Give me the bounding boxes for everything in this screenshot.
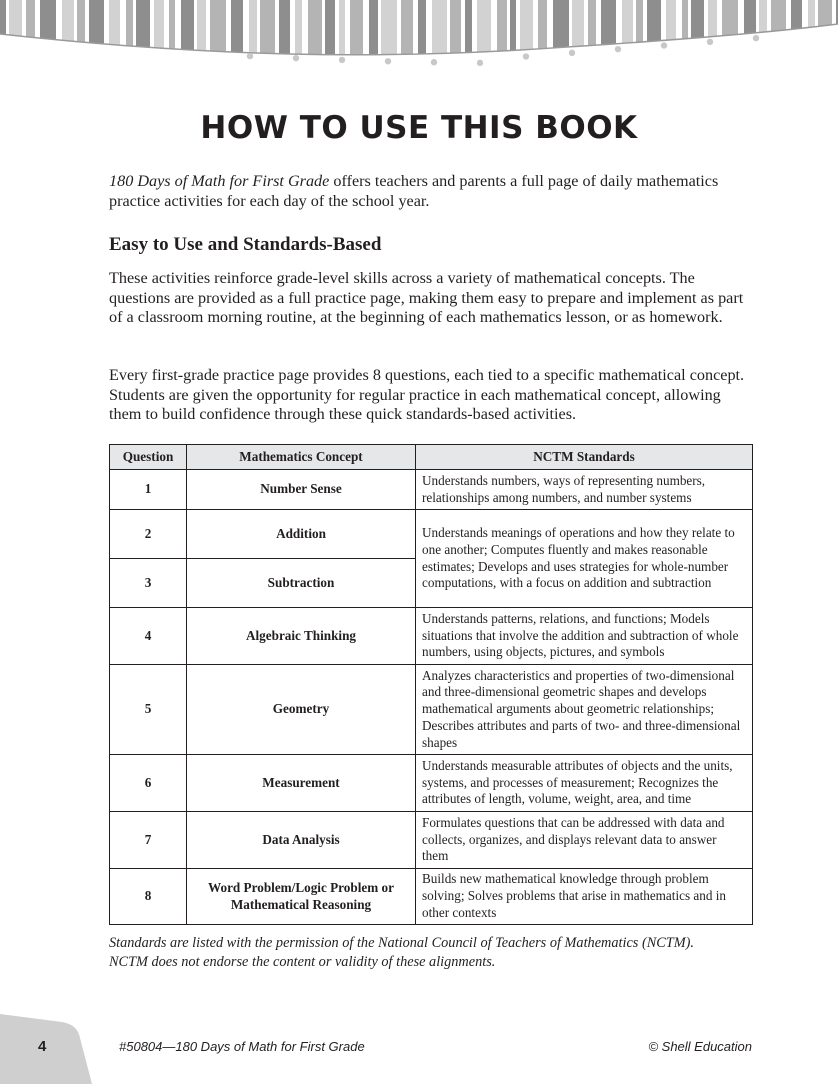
book-title: 180 Days of Math for First Grade: [109, 172, 330, 190]
paragraph-activities: These activities reinforce grade-level skills across a variety of mathematical concepts. The questions are provided as a full practice page, making them easy to prepare and implement as part of a classroom morning routine, at the beginning of each mathematics lesson, or as homework.: [109, 269, 744, 326]
table-row: [110, 755, 753, 812]
intro-paragraph: [109, 172, 749, 211]
table-row: [110, 608, 753, 665]
question-number: 3: [110, 559, 187, 608]
table-row: [110, 812, 753, 869]
decorative-banner: [0, 0, 838, 70]
header-standards: NCTM Standards: [416, 445, 753, 470]
publisher-credit: © Shell Education: [648, 1039, 752, 1054]
question-number: 1: [110, 470, 187, 510]
question-number: 8: [110, 869, 187, 925]
banner-dot: [569, 50, 575, 56]
banner-dot: [661, 42, 667, 48]
table-row: [110, 470, 753, 510]
table-row: [110, 869, 753, 925]
paragraph-practice-page: Every first-grade practice page provides 8 questions, each tied to a specific mathematical concept. Students are given the opportunity for regular practice in each mathematical concept, allowing them to build confidence through these quick standards-based activities.: [109, 366, 745, 423]
banner-dot: [615, 46, 621, 52]
book-reference: #50804—180 Days of Math for First Grade: [119, 1039, 365, 1054]
standard-cell: Builds new mathematical knowledge through problem solving; Solves problems that arise in mathematics and in other contexts: [416, 869, 753, 925]
standard-cell: Understands numbers, ways of representing numbers, relationships among numbers, and number systems: [416, 470, 753, 510]
header-concept: Mathematics Concept: [187, 445, 416, 470]
standard-cell: Understands patterns, relations, and functions; Models situations that involve the addition and subtraction of whole numbers, using objects, pictures, and symbols: [416, 608, 753, 665]
page-title: HOW TO USE THIS BOOK: [200, 110, 638, 146]
concept-cell: Number Sense: [187, 470, 416, 510]
banner-dot: [753, 35, 759, 41]
standards-note: [109, 934, 769, 972]
concept-cell: Geometry: [187, 665, 416, 755]
concept-cell: Subtraction: [187, 559, 416, 608]
standards-table: [109, 444, 753, 925]
standard-cell: Analyzes characteristics and properties of two-dimensional and three-dimensional geometric shapes and develops mathematical arguments about geometric relationships; Describes attributes and parts of two- and three-dimensional shapes: [416, 665, 753, 755]
banner-dot: [247, 53, 253, 59]
note-line: Standards are listed with the permission of the National Council of Teachers of Mathematics (NCTM).: [109, 935, 694, 951]
banner-dot: [523, 53, 529, 59]
question-number: 5: [110, 665, 187, 755]
banner-dot: [707, 39, 713, 45]
question-number: 7: [110, 812, 187, 869]
note-line: NCTM does not endorse the content or validity of these alignments.: [109, 954, 496, 970]
table-row: [110, 665, 753, 755]
concept-cell: Data Analysis: [187, 812, 416, 869]
standard-cell: Understands measurable attributes of objects and the units, systems, and processes of measurement; Recognizes the attributes of length, volume, weight, area, and time: [416, 755, 753, 812]
concept-cell: Algebraic Thinking: [187, 608, 416, 665]
table-row: [110, 510, 753, 559]
banner-dot: [431, 59, 437, 65]
question-number: 4: [110, 608, 187, 665]
header-question: Question: [110, 445, 187, 470]
question-number: 6: [110, 755, 187, 812]
concept-cell: Addition: [187, 510, 416, 559]
concept-cell: Word Problem/Logic Problem or Mathematical Reasoning: [187, 869, 416, 925]
banner-dot: [385, 58, 391, 64]
intro-text: offers teachers and parents a full page of daily mathematics practice activities for each day of the school year.: [109, 172, 719, 210]
page-number: 4: [38, 1038, 47, 1055]
concept-cell: Measurement: [187, 755, 416, 812]
banner-dot: [477, 60, 483, 66]
standard-cell: Understands meanings of operations and how they relate to one another; Computes fluently and makes reasonable estimates; Develops and uses strategies for whole-number computations, with a focus on addition and subtraction: [416, 510, 753, 608]
section-heading: Easy to Use and Standards-Based: [109, 234, 382, 255]
banner-dot: [339, 57, 345, 63]
table-header-row: [110, 445, 753, 470]
question-number: 2: [110, 510, 187, 559]
banner-dot: [293, 55, 299, 61]
standard-cell: Formulates questions that can be addressed with data and collects, organizes, and displays relevant data to answer them: [416, 812, 753, 869]
